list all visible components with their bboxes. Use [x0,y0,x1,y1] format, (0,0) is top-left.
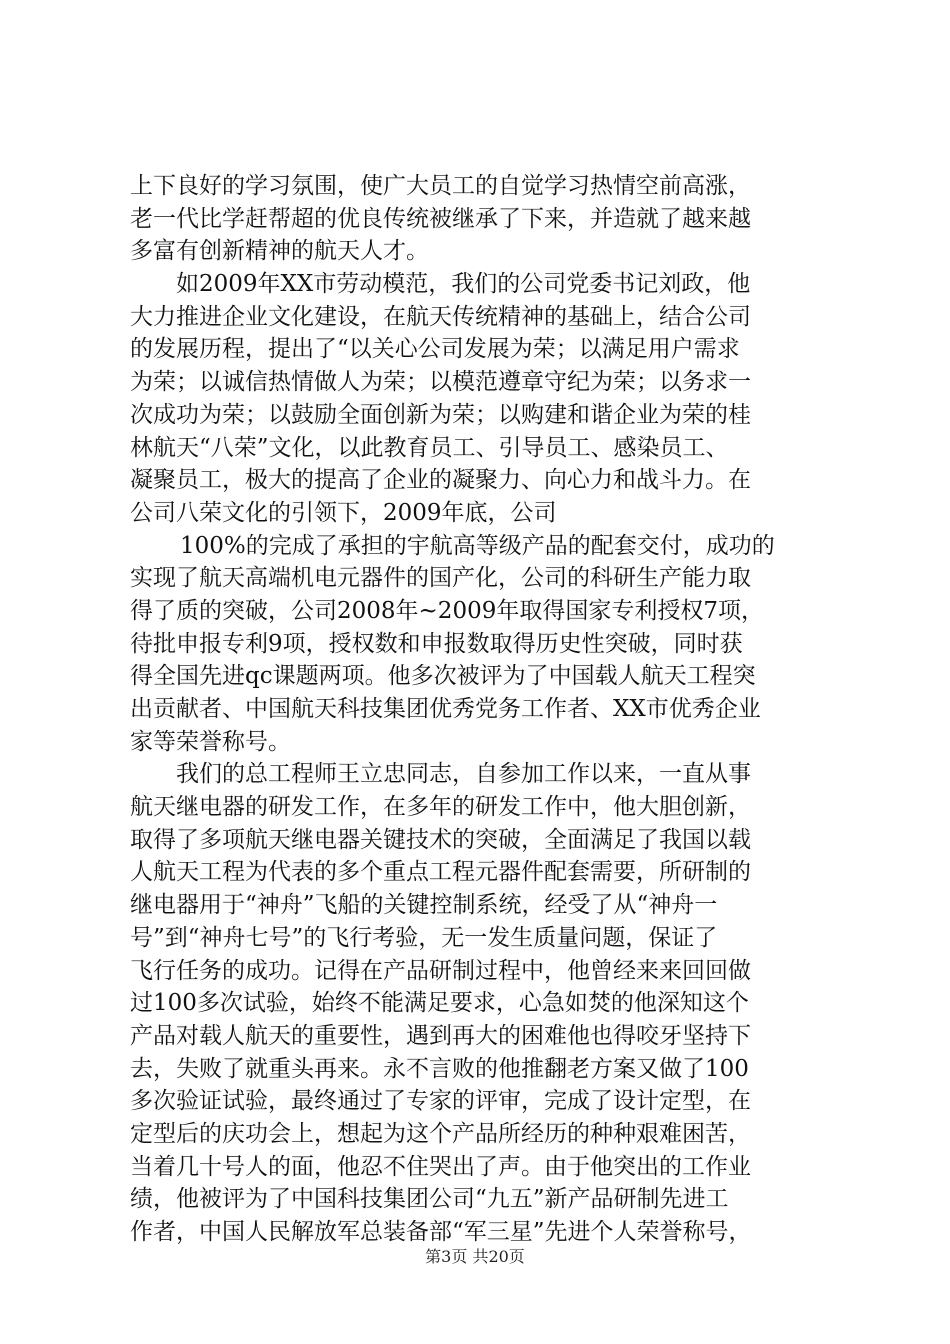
text-line: 林航天“八荣”文化，以此教育员工、引导员工、感染员工、 [130,434,729,461]
text-line: 的发展历程，提出了“以关心公司发展为荣；以满足用户需求 [130,336,740,363]
text-line: 号”到“神舟七号”的飞行考验，无一发生质量问题，保证了 [130,924,718,951]
text-line: 产品对载人航天的重要性，遇到再大的困难他也得咬牙坚持下 [130,1022,751,1049]
text-line: 得了质的突破，公司2008年~2009年取得国家专利授权7项， [130,597,764,624]
text-line: 航天继电器的研发工作，在多年的研发工作中，他大胆创新， [130,794,751,821]
text-line: 过100多次试验，始终不能满足要求，心急如焚的他深知这个 [130,990,749,1017]
text-line: 定型后的庆功会上，想起为这个产品所经历的种种艰难困苦， [130,1120,751,1147]
text-line: 待批申报专利9项，授权数和申报数取得历史性突破，同时获 [130,630,743,657]
paragraph-start-line: 如2009年XX市劳动模范，我们的公司党委书记刘政，他 [176,271,751,298]
text-line: 实现了航天高端机电元器件的国产化，公司的科研生产能力取 [130,565,751,592]
text-line: 上下良好的学习氛围，使广大员工的自觉学习热情空前高涨， [130,173,751,199]
text-line: 人航天工程为代表的多个重点工程元器件配套需要，所研制的 [130,859,751,886]
text-line: 飞行任务的成功。记得在产品研制过程中，他曾经来来回回做 [130,957,751,984]
text-line: 绩，他被评为了中国科技集团公司“九五”新产品研制先进工 [130,1186,729,1213]
text-line: 作者，中国人民解放军总装备部“军三星”先进个人荣誉称号， [130,1219,752,1245]
text-line: 大力推进企业文化建设，在航天传统精神的基础上，结合公司 [130,303,751,330]
text-line: 去，失败了就重头再来。永不言败的他推翻老方案又做了100 [130,1055,749,1082]
body-text [130,170,830,1249]
text-line: 多富有创新精神的航天人才。 [130,238,429,265]
paragraph-start-line: 我们的总工程师王立忠同志，自参加工作以来，一直从事 [176,761,751,788]
text-line: 凝聚员工，极大的提高了企业的凝聚力、向心力和战斗力。在 [130,467,751,494]
text-line: 取得了多项航天继电器关键技术的突破，全面满足了我国以载 [130,826,751,853]
paragraph-start-line: 100%的完成了承担的宇航高等级产品的配套交付，成功的 [180,532,775,559]
text-line: 为荣；以诚信热情做人为荣；以模范遵章守纪为荣；以务求一 [130,369,751,396]
text-line: 次成功为荣；以鼓励全面创新为荣；以购建和谐企业为荣的桂 [130,401,751,428]
text-line: 多次验证试验，最终通过了专家的评审，完成了设计定型，在 [130,1088,751,1115]
text-line: 家等荣誉称号。 [130,728,291,755]
text-line: 当着几十号人的面，他忍不住哭出了声。由于他突出的工作业 [130,1153,751,1180]
text-line: 继电器用于“神舟”飞船的关键控制系统，经受了从“神舟一 [130,892,718,919]
text-line: 公司八荣文化的引领下，2009年底，公司 [130,499,557,526]
text-line: 得全国先进qc课题两项。他多次被评为了中国载人航天工程突 [130,663,756,690]
text-line: 出贡献者、中国航天科技集团优秀党务工作者、XX市优秀企业 [130,696,761,722]
text-line: 老一代比学赶帮超的优良传统被继承了下来，并造就了越来越 [130,205,751,232]
page-number-footer: 第3页 共20页 [425,1247,525,1266]
